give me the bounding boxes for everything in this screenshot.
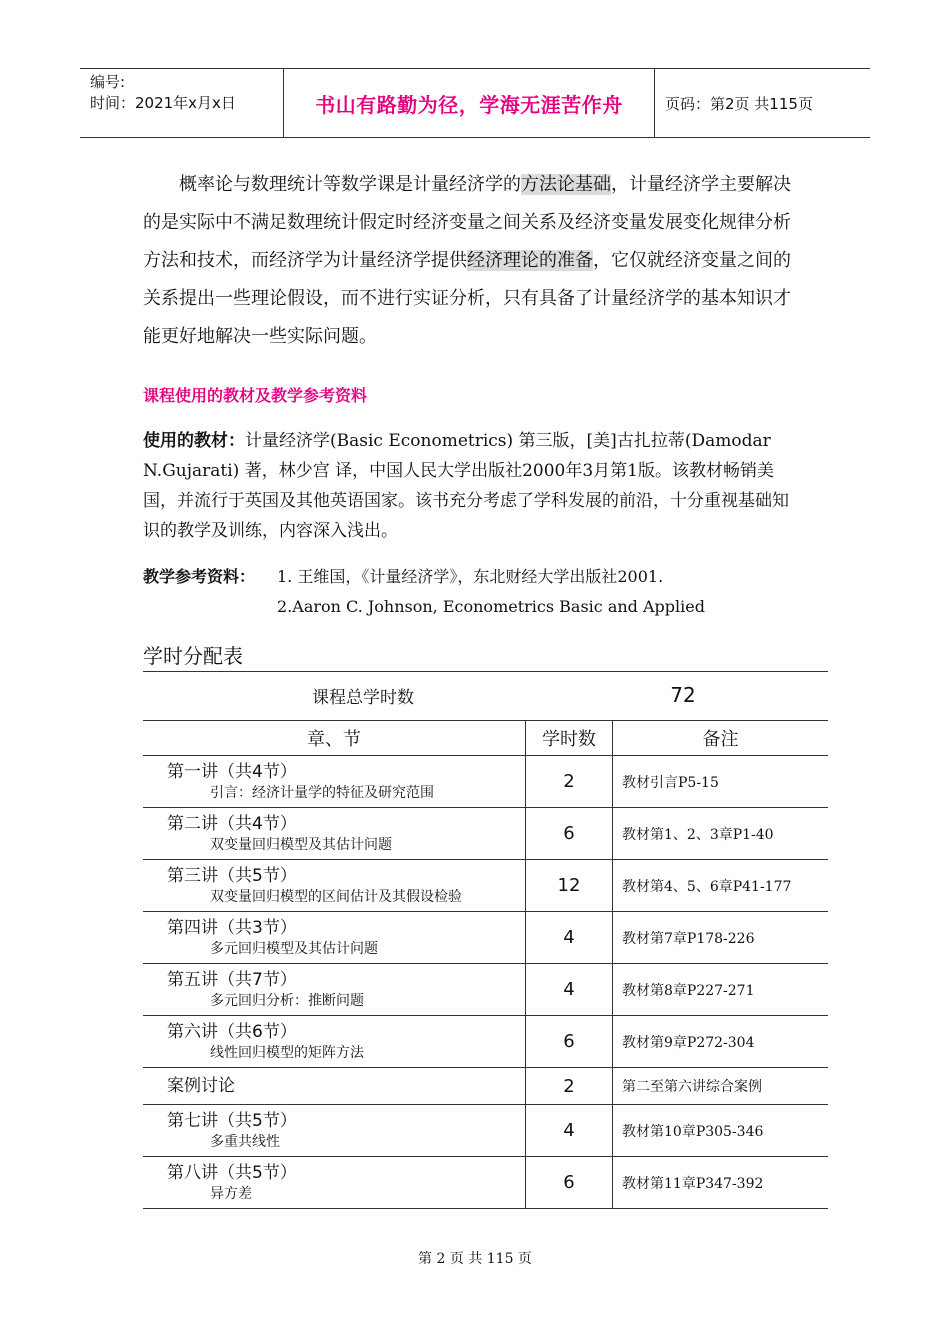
intro-text-2: ，计量经济学主要解决的是实际中不满足数理统计假定时经济变量之间关系及经济变量发展变化规律分析方法和技术，而经济学为计量经济学提供 (143, 174, 791, 271)
row-title: 第六讲（共6节） (167, 1021, 297, 1042)
row-hours: 6 (526, 1157, 613, 1209)
row-note: 教材第11章P347-392 (613, 1157, 829, 1209)
header-note: 备注 (613, 721, 829, 756)
total-hours-row (143, 670, 828, 721)
row-note: 第二至第六讲综合案例 (613, 1068, 829, 1105)
header-slogan-cell (283, 69, 655, 137)
intro-text-3: ，它仅就经济变量之间的关系提出一些理论假设，而不进行实证分析，只有具备了计量经济学的基本知识才能更好地解决一些实际问题。 (143, 250, 791, 347)
row-subtitle: 多重共线性 (210, 1133, 280, 1150)
row-title: 第四讲（共3节） (167, 917, 297, 938)
textbook-paragraph (143, 426, 803, 546)
row-subtitle: 多元回归分析：推断问题 (210, 992, 364, 1009)
table-row (143, 1016, 828, 1068)
header-page-code: 页码：第2页 共115页 (665, 94, 813, 113)
textbook-text: 计量经济学(Basic Econometrics) 第三版，[美]古扎拉蒂(Damodar N.Gujarati) 著，林少宫 译，中国人民大学出版社2000年3月第1版。该教材畅销美国，并流行于英国及其他英语国家。该书充分考虑了学科发展的前沿，十分重视基础知识的教学及训练，内容深入浅出。 (143, 431, 789, 541)
intro-paragraph (143, 166, 803, 356)
row-title: 第七讲（共5节） (167, 1110, 297, 1131)
row-hours: 2 (526, 1068, 613, 1105)
header-chapter: 章、节 (143, 721, 526, 756)
row-note: 教材第9章P272-304 (613, 1016, 829, 1068)
row-hours: 12 (526, 860, 613, 912)
table-row (143, 964, 828, 1016)
row-title: 第八讲（共5节） (167, 1162, 297, 1183)
row-subtitle: 引言：经济计量学的特征及研究范围 (210, 784, 434, 801)
row-hours: 6 (526, 808, 613, 860)
row-note: 教材引言P5-15 (613, 756, 829, 808)
header-bianhao: 编号: (90, 73, 126, 91)
row-subtitle: 多元回归模型及其估计问题 (210, 940, 378, 957)
row-subtitle: 双变量回归模型及其估计问题 (210, 836, 392, 853)
row-title: 第三讲（共5节） (167, 865, 297, 886)
row-note: 教材第7章P178-226 (613, 912, 829, 964)
reference-1: 1. 王维国，《计量经济学》，东北财经大学出版社2001. (277, 567, 664, 586)
table-row (143, 756, 828, 808)
page-footer: 第 2 页 共 115 页 (418, 1251, 532, 1267)
row-note: 教材第10章P305-346 (613, 1105, 829, 1157)
header-time: 时间：2021年x月x日 (90, 94, 236, 112)
total-hours-label: 课程总学时数 (312, 687, 414, 708)
references-block (143, 562, 823, 622)
reference-row-2 (143, 592, 823, 622)
row-subtitle: 双变量回归模型的区间估计及其假设检验 (210, 888, 462, 905)
allocation-table (143, 721, 828, 1209)
intro-highlight-1: 方法论基础 (521, 174, 611, 195)
row-hours: 6 (526, 1016, 613, 1068)
table-header-row (143, 721, 828, 756)
row-subtitle: 线性回归模型的矩阵方法 (210, 1044, 364, 1061)
textbook-label: 使用的教材： (143, 431, 245, 451)
row-title: 第二讲（共4节） (167, 813, 297, 834)
row-subtitle: 异方差 (210, 1185, 252, 1202)
row-title: 案例讨论 (167, 1076, 235, 1096)
allocation-title: 学时分配表 (143, 640, 828, 672)
materials-section-title: 课程使用的教材及教学参考资料 (143, 386, 368, 405)
row-hours: 2 (526, 756, 613, 808)
row-hours: 4 (526, 964, 613, 1016)
row-title: 第一讲（共4节） (167, 761, 297, 782)
table-row (143, 1105, 828, 1157)
row-note: 教材第1、2、3章P1-40 (613, 808, 829, 860)
total-hours-value: 72 (670, 683, 696, 707)
page-header (80, 68, 870, 138)
row-note: 教材第4、5、6章P41-177 (613, 860, 829, 912)
header-left (80, 69, 283, 137)
row-title: 第五讲（共7节） (167, 969, 297, 990)
header-slogan: 书山有路勤为径，学海无涯苦作舟 (315, 92, 623, 117)
intro-highlight-2: 经济理论的准备 (467, 250, 593, 271)
table-row (143, 808, 828, 860)
row-hours: 4 (526, 912, 613, 964)
table-row (143, 1157, 828, 1209)
table-row (143, 1068, 828, 1105)
row-hours: 4 (526, 1105, 613, 1157)
reference-2: 2.Aaron C. Johnson, Econometrics Basic and Applied (277, 597, 705, 616)
reference-row-1 (143, 562, 823, 592)
table-row (143, 912, 828, 964)
references-label: 教学参考资料： (143, 567, 256, 586)
table-row (143, 860, 828, 912)
intro-text-1: 概率论与数理统计等数学课是计量经济学的 (179, 174, 521, 195)
row-note: 教材第8章P227-271 (613, 964, 829, 1016)
header-hours: 学时数 (526, 721, 613, 756)
